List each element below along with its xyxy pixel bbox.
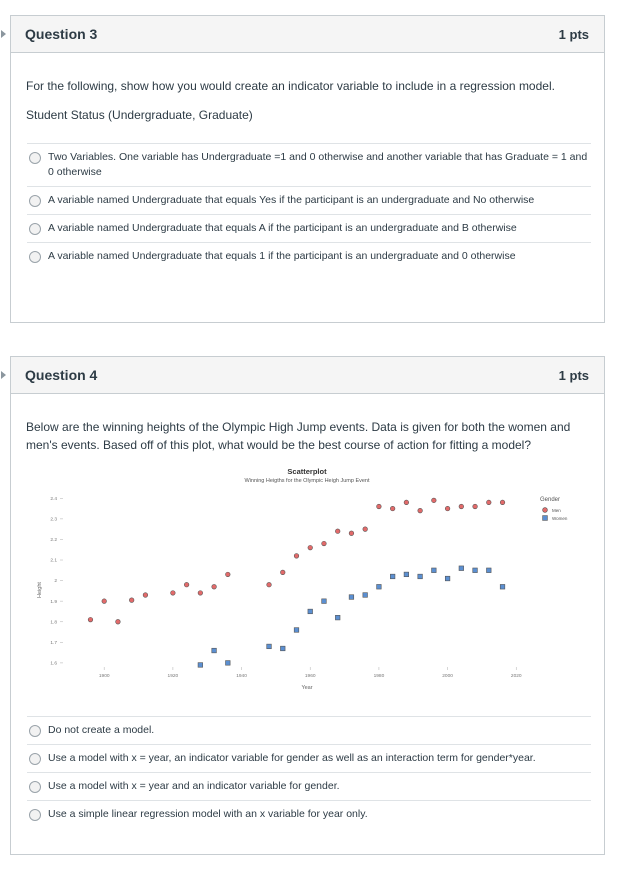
question-3-card [10, 15, 605, 323]
legend-title: Gender [540, 497, 561, 503]
question-4-card [10, 356, 605, 855]
radio-button[interactable] [29, 251, 41, 263]
question-3-answer-4[interactable] [27, 242, 591, 270]
data-point-men [377, 504, 382, 509]
answer-label: Use a simple linear regression model with an x variable for year only. [48, 808, 368, 820]
question-4-pointer-icon [1, 371, 6, 379]
data-point-men [418, 508, 423, 513]
data-point-men [102, 599, 107, 604]
data-point-men [88, 617, 93, 622]
question-4-answer-4[interactable] [27, 800, 591, 828]
data-point-men [212, 584, 217, 589]
question-3-header [11, 16, 604, 53]
y-tick-label: 1.9 [50, 599, 57, 605]
question-3-pointer-icon [1, 30, 6, 38]
x-tick-label: 2020 [510, 674, 522, 679]
chart-points [88, 498, 505, 667]
radio-button[interactable] [29, 195, 41, 207]
data-point-women [335, 615, 340, 620]
chart-subtitle: Winning Heigths for the Olympic Heigh Jump Event [244, 478, 370, 484]
y-tick-label: 2.1 [50, 558, 57, 564]
data-point-women [377, 584, 382, 589]
data-point-women [404, 572, 409, 577]
radio-button[interactable] [29, 152, 41, 164]
question-3-answer-3[interactable] [27, 214, 591, 242]
data-point-women [363, 593, 368, 598]
x-axis-label: Year [301, 685, 313, 691]
data-point-men [486, 500, 491, 505]
data-point-men [129, 598, 134, 603]
answer-label: A variable named Undergraduate that equals A if the participant is an undergraduate and B otherwise [48, 222, 517, 234]
high-jump-scatterplot [25, 466, 595, 694]
question-4-answer-3[interactable] [27, 772, 591, 800]
y-tick-label: 1.8 [50, 620, 57, 626]
x-tick-label: 1960 [304, 674, 316, 679]
data-point-men [184, 582, 189, 587]
y-axis-label: Height [37, 582, 43, 598]
question-4-points: 1 pts [558, 367, 589, 383]
x-tick-label: 1980 [373, 674, 385, 679]
data-point-women [267, 644, 272, 649]
x-tick-label: 2000 [442, 674, 453, 679]
chart-axes [50, 496, 522, 679]
radio-button[interactable] [29, 781, 41, 793]
legend-label-men: Men [552, 508, 561, 513]
chart-legend [540, 497, 568, 521]
radio-button[interactable] [29, 809, 41, 821]
radio-button[interactable] [29, 223, 41, 235]
question-4-title: Question 4 [25, 367, 98, 383]
question-4-prompt: Below are the winning heights of the Olympic High Jump events. Data is given for both the women and men's events. Based off of this plot, what would be the best course of action for fitting a model? [26, 420, 571, 452]
data-point-women [212, 648, 217, 653]
data-point-women [390, 574, 395, 579]
data-point-women [445, 576, 450, 581]
question-3-answers [27, 143, 591, 270]
answer-label: A variable named Undergraduate that equals 1 if the participant is an undergraduate and 0 otherwise [48, 250, 516, 262]
data-point-men [500, 500, 505, 505]
legend-marker-women [543, 516, 548, 521]
question-4-answer-1[interactable] [27, 716, 591, 744]
data-point-women [349, 595, 354, 600]
x-tick-label: 1940 [236, 674, 247, 679]
question-3-points: 1 pts [558, 26, 589, 42]
data-point-men [116, 619, 121, 624]
answer-label: Two Variables. One variable has Undergraduate =1 and 0 otherwise and another variable that has Graduate = 1 and 0 otherwise [48, 151, 588, 178]
x-tick-label: 1920 [167, 674, 179, 679]
data-point-men [459, 504, 464, 509]
data-point-men [308, 545, 313, 550]
data-point-men [349, 531, 354, 536]
data-point-men [267, 582, 272, 587]
y-tick-label: 2.4 [50, 496, 57, 502]
data-point-women [294, 628, 299, 633]
data-point-men [226, 572, 231, 577]
data-point-men [445, 506, 450, 511]
data-point-women [432, 568, 437, 573]
question-3-prompt: For the following, show how you would create an indicator variable to include in a regression model. [26, 79, 555, 93]
data-point-men [390, 506, 395, 511]
data-point-men [294, 554, 299, 559]
data-point-women [500, 584, 505, 589]
y-tick-label: 2 [54, 579, 57, 585]
data-point-women [280, 646, 285, 651]
data-point-men [143, 593, 148, 598]
x-tick-label: 1900 [98, 674, 110, 679]
data-point-men [335, 529, 340, 534]
data-point-women [459, 566, 464, 571]
question-4-header [11, 357, 604, 394]
legend-marker-men [543, 508, 548, 513]
question-3-answer-1[interactable] [27, 143, 591, 186]
data-point-men [404, 500, 409, 505]
y-tick-label: 2.2 [50, 538, 57, 544]
data-point-women [486, 568, 491, 573]
radio-button[interactable] [29, 725, 41, 737]
data-point-women [198, 663, 203, 668]
data-point-men [363, 527, 368, 532]
answer-label: A variable named Undergraduate that equals Yes if the participant is an undergraduate and No otherwise [48, 194, 535, 206]
answer-label: Use a model with x = year and an indicator variable for gender. [48, 780, 340, 792]
data-point-women [473, 568, 478, 573]
question-3-title: Question 3 [25, 26, 98, 42]
data-point-men [280, 570, 285, 575]
question-3-subprompt: Student Status (Undergraduate, Graduate) [26, 108, 253, 122]
y-tick-label: 2.3 [50, 517, 57, 523]
y-tick-label: 1.7 [50, 640, 57, 646]
question-4-answer-2[interactable] [27, 744, 591, 772]
data-point-men [198, 591, 203, 596]
data-point-women [308, 609, 313, 614]
answer-label: Use a model with x = year, an indicator variable for gender as well as an interaction term for gender*year. [48, 752, 536, 764]
data-point-men [432, 498, 437, 503]
y-tick-label: 1.6 [50, 661, 57, 667]
question-3-answer-2[interactable] [27, 186, 591, 214]
data-point-men [322, 541, 327, 546]
data-point-women [226, 661, 231, 666]
data-point-men [171, 591, 176, 596]
question-4-answers [27, 716, 591, 828]
data-point-women [418, 574, 423, 579]
legend-label-women: Women [552, 516, 568, 521]
radio-button[interactable] [29, 753, 41, 765]
data-point-women [322, 599, 327, 604]
answer-label: Do not create a model. [48, 724, 155, 736]
data-point-men [473, 504, 478, 509]
chart-title: Scatterplot [287, 467, 327, 476]
